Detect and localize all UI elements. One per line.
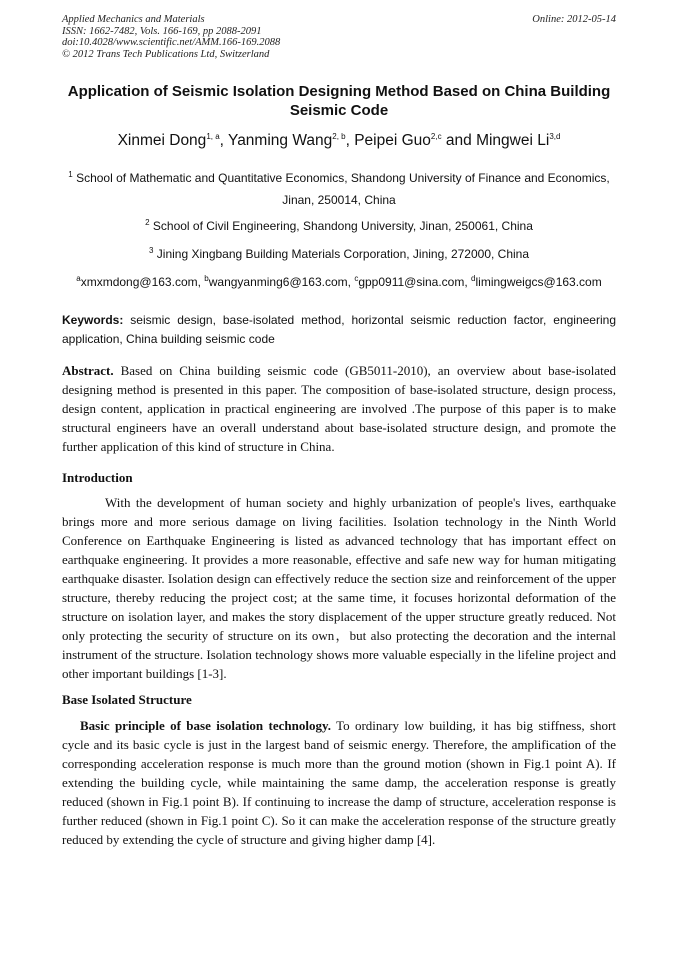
base-isolation-text: To ordinary low building, it has big stiffness, short cycle and its basic cycle is just in the largest band of seismic energy. Therefore, the amplification of the corresponding acceleration response is much more than the ground motion (shown in Fig.1 point A). If extending the building cycle, while maintaining the same damp, the acceleration response is greatly reduced (shown in Fig.1 point B). If continuing to increase the damp of structure, acceleration response is further reduced (shown in Fig.1 point C). So it can make the acceleration response of the structure greatly reduced by extending the cycle of structure and giving higher damp [4].: [62, 718, 617, 847]
section-heading-introduction: Introduction: [62, 470, 133, 485]
base-isolation-paragraph: [62, 716, 616, 849]
affiliation-1: [62, 167, 616, 211]
keywords-text: seismic design, base-isolated method, horizontal seismic reduction factor, engineering application, China building seismic code: [62, 313, 616, 346]
paper-title: Application of Seismic Isolation Designing Method Based on China Building Seismic Code: [67, 83, 611, 119]
author-name: Yanming Wang: [228, 132, 333, 149]
author-name: Peipei Guo: [354, 132, 431, 149]
keywords-paragraph: [62, 311, 616, 349]
copyright-line: © 2012 Trans Tech Publications Ltd, Switzerland: [62, 48, 270, 60]
abstract-text: Based on China building seismic code (GB5011-2010), an overview about base-isolated designing method is presented in this paper. The composition of base-isolated structure, design process, design content, application in practical engineering are involved .The purpose of this paper is to make structural engineers have an overall understand about base-isolated structure design, and promote the further application of this kind of structure in China.: [62, 363, 616, 454]
keywords-label: Keywords:: [62, 313, 124, 327]
email-address: limingweigcs@163.com: [475, 275, 602, 289]
affiliation-number: 3: [148, 246, 154, 255]
journal-name: Applied Mechanics and Materials: [62, 14, 205, 25]
author-name: Mingwei Li: [476, 132, 550, 149]
doi-line: doi:10.4028/www.scientific.net/AMM.166-169.2088: [62, 37, 281, 48]
affiliation-text: School of Mathematic and Quantitative Economics, Shandong University of Finance and Economics, Jinan, 250014, China: [76, 171, 610, 207]
introduction-paragraph: With the development of human society and highly urbanization of people's lives, earthquake brings more and more serious damage on living facilities. Isolation technology in the Ninth World Conference on Earthquake Engineering is listed as advanced technology that has important effect on earthquake engineering. It provides a more reasonable, effective and safe new way for human mitigating earthquake disaster. Isolation design can effectively reduce the section size and reinforcement of the upper structure, thereby reducing the project cost; at the same time, it focuses horizontal deformation of the structure on isolation layer, and makes the story displacement of the upper structure greatly reduced. Not only protecting the security of structure on its own，but also protecting the decoration and the internal instrument of the structure. Isolation technology shows more valuable especially in the lifeline project and other important buildings [1-3].: [62, 495, 616, 681]
affiliation-number: 2: [145, 218, 150, 227]
author-separator: and: [441, 132, 477, 149]
online-date: Online: 2012-05-14: [532, 14, 616, 25]
abstract-paragraph: [62, 361, 616, 456]
author-superscript: 2, b: [332, 131, 346, 141]
email-address: wangyanming6@163.com,: [208, 275, 355, 289]
issn-line: ISSN: 1662-7482, Vols. 166-169, pp 2088-2091: [62, 25, 262, 37]
email-superscript: b: [204, 274, 209, 283]
affiliation-text: School of Civil Engineering, Shandong University, Jinan, 250061, China: [152, 219, 533, 233]
author-superscript: 2,c: [430, 131, 442, 141]
affiliation-3: [62, 243, 616, 265]
email-list: [62, 275, 616, 289]
affiliation-2: [62, 215, 616, 237]
email-superscript: c: [354, 274, 359, 283]
author-separator: ,: [219, 132, 228, 149]
section-heading-base-isolated: Base Isolated Structure: [62, 692, 192, 707]
email-address: xmxmdong@163.com,: [80, 275, 205, 289]
email-superscript: d: [471, 274, 476, 283]
affiliation-text: Jining Xingbang Building Materials Corporation, Jining, 272000, China: [156, 247, 530, 261]
author-superscript: 1, a: [206, 131, 220, 141]
subsection-heading: Basic principle of base isolation technology.: [80, 718, 331, 733]
running-header: [62, 14, 616, 60]
author-superscript: 3,d: [549, 131, 561, 141]
author-name: Xinmei Dong: [117, 132, 207, 149]
email-superscript: a: [76, 274, 81, 283]
affiliation-number: 1: [68, 170, 73, 179]
author-list: [62, 132, 616, 150]
abstract-label: Abstract.: [62, 363, 114, 378]
author-separator: ,: [345, 132, 355, 149]
email-address: gpp0911@sina.com,: [358, 275, 472, 289]
